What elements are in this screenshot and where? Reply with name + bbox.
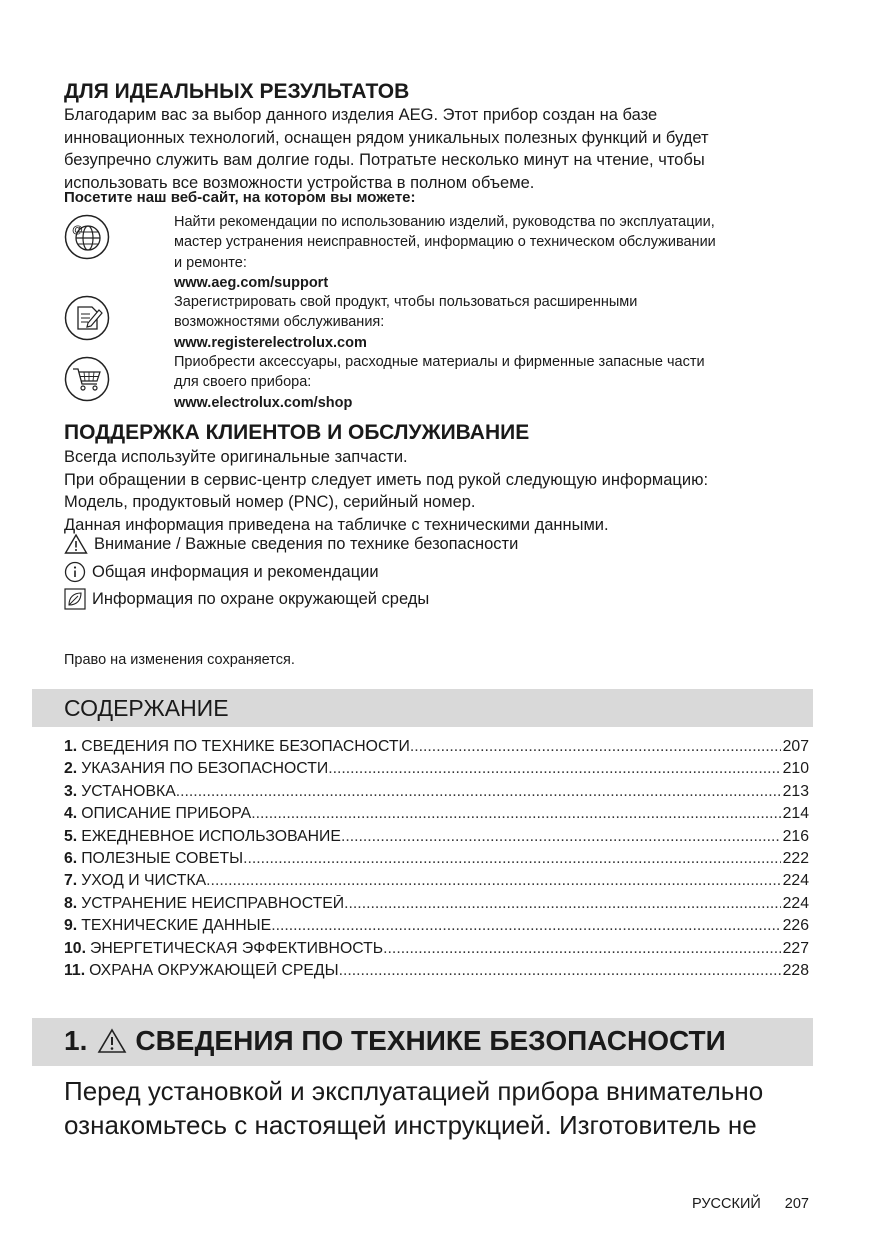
- toc-item-number: 6.: [64, 849, 78, 867]
- safety-intro-line: Перед установкой и эксплуатацией прибора внимательно: [64, 1076, 764, 1106]
- web-item-text: [174, 352, 824, 413]
- toc-item-title: ПОЛЕЗНЫЕ СОВЕТЫ: [81, 849, 244, 867]
- toc-item-title: ЕЖЕДНЕВНОЕ ИСПОЛЬЗОВАНИЕ: [81, 827, 341, 845]
- toc-item-page: 207: [782, 738, 809, 755]
- toc-item-title: ОХРАНА ОКРУЖАЮЩЕЙ СРЕДЫ: [89, 961, 339, 979]
- toc-item-page: 222: [782, 849, 809, 867]
- cart-icon: [64, 356, 110, 402]
- footer-language: РУССКИЙ: [691, 1196, 761, 1212]
- toc-leader-dots: [251, 805, 780, 823]
- register-icon: [64, 295, 110, 341]
- toc-item-title: УКАЗАНИЯ ПО БЕЗОПАСНОСТИ: [81, 760, 329, 778]
- toc-item-title: ТЕХНИЧЕСКИЕ ДАННЫЕ: [81, 917, 272, 935]
- intro-line: Благодарим вас за выбор данного изделия AEG. Этот прибор создан на базе: [64, 106, 658, 124]
- toc-item-page: 226: [782, 917, 809, 935]
- toc-item-title: ЭНЕРГЕТИЧЕСКАЯ ЭФФЕКТИВНОСТЬ: [89, 939, 384, 957]
- globe-icon: [64, 214, 110, 260]
- toc-item[interactable]: [64, 828, 809, 850]
- toc-item-number: 7.: [64, 872, 78, 890]
- toc-leader-dots: [339, 962, 781, 980]
- toc-item-page: 216: [782, 827, 809, 845]
- toc-leader-dots: [328, 760, 780, 778]
- toc-item-title: СВЕДЕНИЯ ПО ТЕХНИКЕ БЕЗОПАСНОСТИ: [81, 738, 410, 755]
- web-item-text: [174, 212, 824, 293]
- leaf-icon: [64, 588, 86, 610]
- web-item-line: мастер устранения неисправностей, информацию о техническом обслуживании: [174, 234, 716, 251]
- safety-intro-line: ознакомьтесь с настоящей инструкцией. Изготовитель не: [64, 1110, 757, 1140]
- toc-item[interactable]: [64, 850, 809, 872]
- rights-note: Право на изменения сохраняется.: [64, 652, 295, 668]
- toc-leader-dots: [271, 917, 780, 935]
- toc-item-page: 228: [782, 961, 809, 979]
- toc-item-page: 227: [782, 939, 809, 957]
- toc-item-page: 224: [782, 894, 809, 912]
- web-item-line: для своего прибора:: [174, 374, 312, 391]
- info-icon: [64, 561, 86, 583]
- support-paragraph: [64, 446, 824, 536]
- svg-text:@: @: [72, 224, 83, 236]
- legend-environment: [64, 588, 429, 610]
- toc-leader-dots: [243, 850, 781, 868]
- toc-item-number: 10.: [64, 939, 86, 957]
- shop-link[interactable]: www.electrolux.com/shop: [174, 394, 353, 411]
- toc-item-title: ОПИСАНИЕ ПРИБОРА: [81, 805, 252, 823]
- web-item-line: Приобрести аксессуары, расходные материалы и фирменные запасные части: [174, 354, 705, 370]
- toc-item-number: 5.: [64, 827, 78, 845]
- toc-item-number: 1.: [64, 738, 78, 755]
- section-number: 1.: [64, 1025, 88, 1056]
- toc-item[interactable]: [64, 895, 809, 917]
- toc-leader-dots: [344, 895, 781, 913]
- support-line: Всегда используйте оригинальные запчасти.: [64, 448, 408, 466]
- warning-icon: [97, 1028, 127, 1054]
- toc-item-page: 224: [782, 872, 809, 890]
- toc-item-number: 2.: [64, 760, 78, 778]
- legend-info-text: Общая информация и рекомендации: [92, 562, 379, 581]
- toc-item-page: 213: [782, 782, 809, 800]
- toc-list: [64, 738, 809, 984]
- intro-paragraph: [64, 104, 824, 194]
- section-title: СВЕДЕНИЯ ПО ТЕХНИКЕ БЕЗОПАСНОСТИ: [135, 1025, 726, 1056]
- toc-item[interactable]: [64, 738, 809, 760]
- toc-item-title: УСТАНОВКА: [81, 782, 176, 800]
- visit-label: Посетите наш веб-сайт, на котором вы можете:: [64, 189, 416, 206]
- legend-environment-text: Информация по охране окружающей среды: [92, 589, 430, 608]
- toc-leader-dots: [176, 783, 781, 801]
- footer-page-number: 207: [784, 1196, 809, 1212]
- support-line: Модель, продуктовый номер (PNC), серийный номер.: [64, 493, 476, 511]
- web-item-line: Зарегистрировать свой продукт, чтобы пользоваться расширенными: [174, 294, 638, 310]
- support-line: Данная информация приведена на табличке с техническими данными.: [64, 515, 609, 534]
- intro-line: безупречно служить вам долгие годы. Потратьте несколько минут на чтение, чтобы: [64, 151, 705, 169]
- toc-header: [32, 689, 813, 727]
- toc-leader-dots: [206, 872, 780, 890]
- register-link[interactable]: www.registerelectrolux.com: [174, 334, 367, 351]
- support-line: При обращении в сервис-центр следует иметь под рукой следующую информацию:: [64, 470, 709, 489]
- toc-item-page: 210: [782, 760, 809, 778]
- toc-item[interactable]: [64, 917, 809, 939]
- warning-icon: [64, 533, 88, 555]
- toc-item-number: 9.: [64, 917, 78, 935]
- toc-title: СОДЕРЖАНИЕ: [64, 695, 229, 721]
- toc-item-number: 4.: [64, 805, 78, 823]
- toc-item-number: 8.: [64, 894, 78, 912]
- toc-leader-dots: [341, 828, 781, 846]
- toc-item[interactable]: [64, 783, 809, 805]
- toc-item[interactable]: [64, 805, 809, 827]
- toc-item-title: УХОД И ЧИСТКА: [81, 872, 207, 890]
- legend-warning-text: Внимание / Важные сведения по технике безопасности: [94, 534, 519, 553]
- safety-section-header: [32, 1018, 813, 1066]
- toc-item[interactable]: [64, 962, 809, 984]
- legend-info: [64, 561, 379, 583]
- toc-leader-dots: [410, 738, 781, 756]
- toc-item[interactable]: [64, 940, 809, 962]
- support-link[interactable]: www.aeg.com/support: [174, 274, 329, 291]
- toc-item-title: УСТРАНЕНИЕ НЕИСПРАВНОСТЕЙ: [81, 894, 345, 912]
- web-item-line: и ремонте:: [174, 254, 247, 271]
- intro-heading: ДЛЯ ИДЕАЛЬНЫХ РЕЗУЛЬТАТОВ: [64, 80, 410, 103]
- toc-item[interactable]: [64, 872, 809, 894]
- web-item-line: возможностями обслуживания:: [174, 314, 385, 331]
- toc-item-number: 11.: [64, 961, 86, 979]
- toc-leader-dots: [383, 940, 780, 958]
- toc-item[interactable]: [64, 760, 809, 782]
- intro-line: инновационных технологий, оснащен рядом уникальных полезных функций и будет: [64, 128, 709, 147]
- web-item-line: Найти рекомендации по использованию изделий, руководства по эксплуатации,: [174, 214, 715, 230]
- web-item-text: [174, 292, 824, 353]
- legend-warning: [64, 533, 518, 555]
- intro-line: использовать все возможности устройства в полном объеме.: [64, 173, 535, 192]
- safety-intro: [64, 1074, 763, 1142]
- page-footer: [692, 1196, 809, 1212]
- toc-item-number: 3.: [64, 782, 78, 800]
- toc-item-page: 214: [782, 805, 809, 823]
- support-heading: ПОДДЕРЖКА КЛИЕНТОВ И ОБСЛУЖИВАНИЕ: [64, 421, 530, 444]
